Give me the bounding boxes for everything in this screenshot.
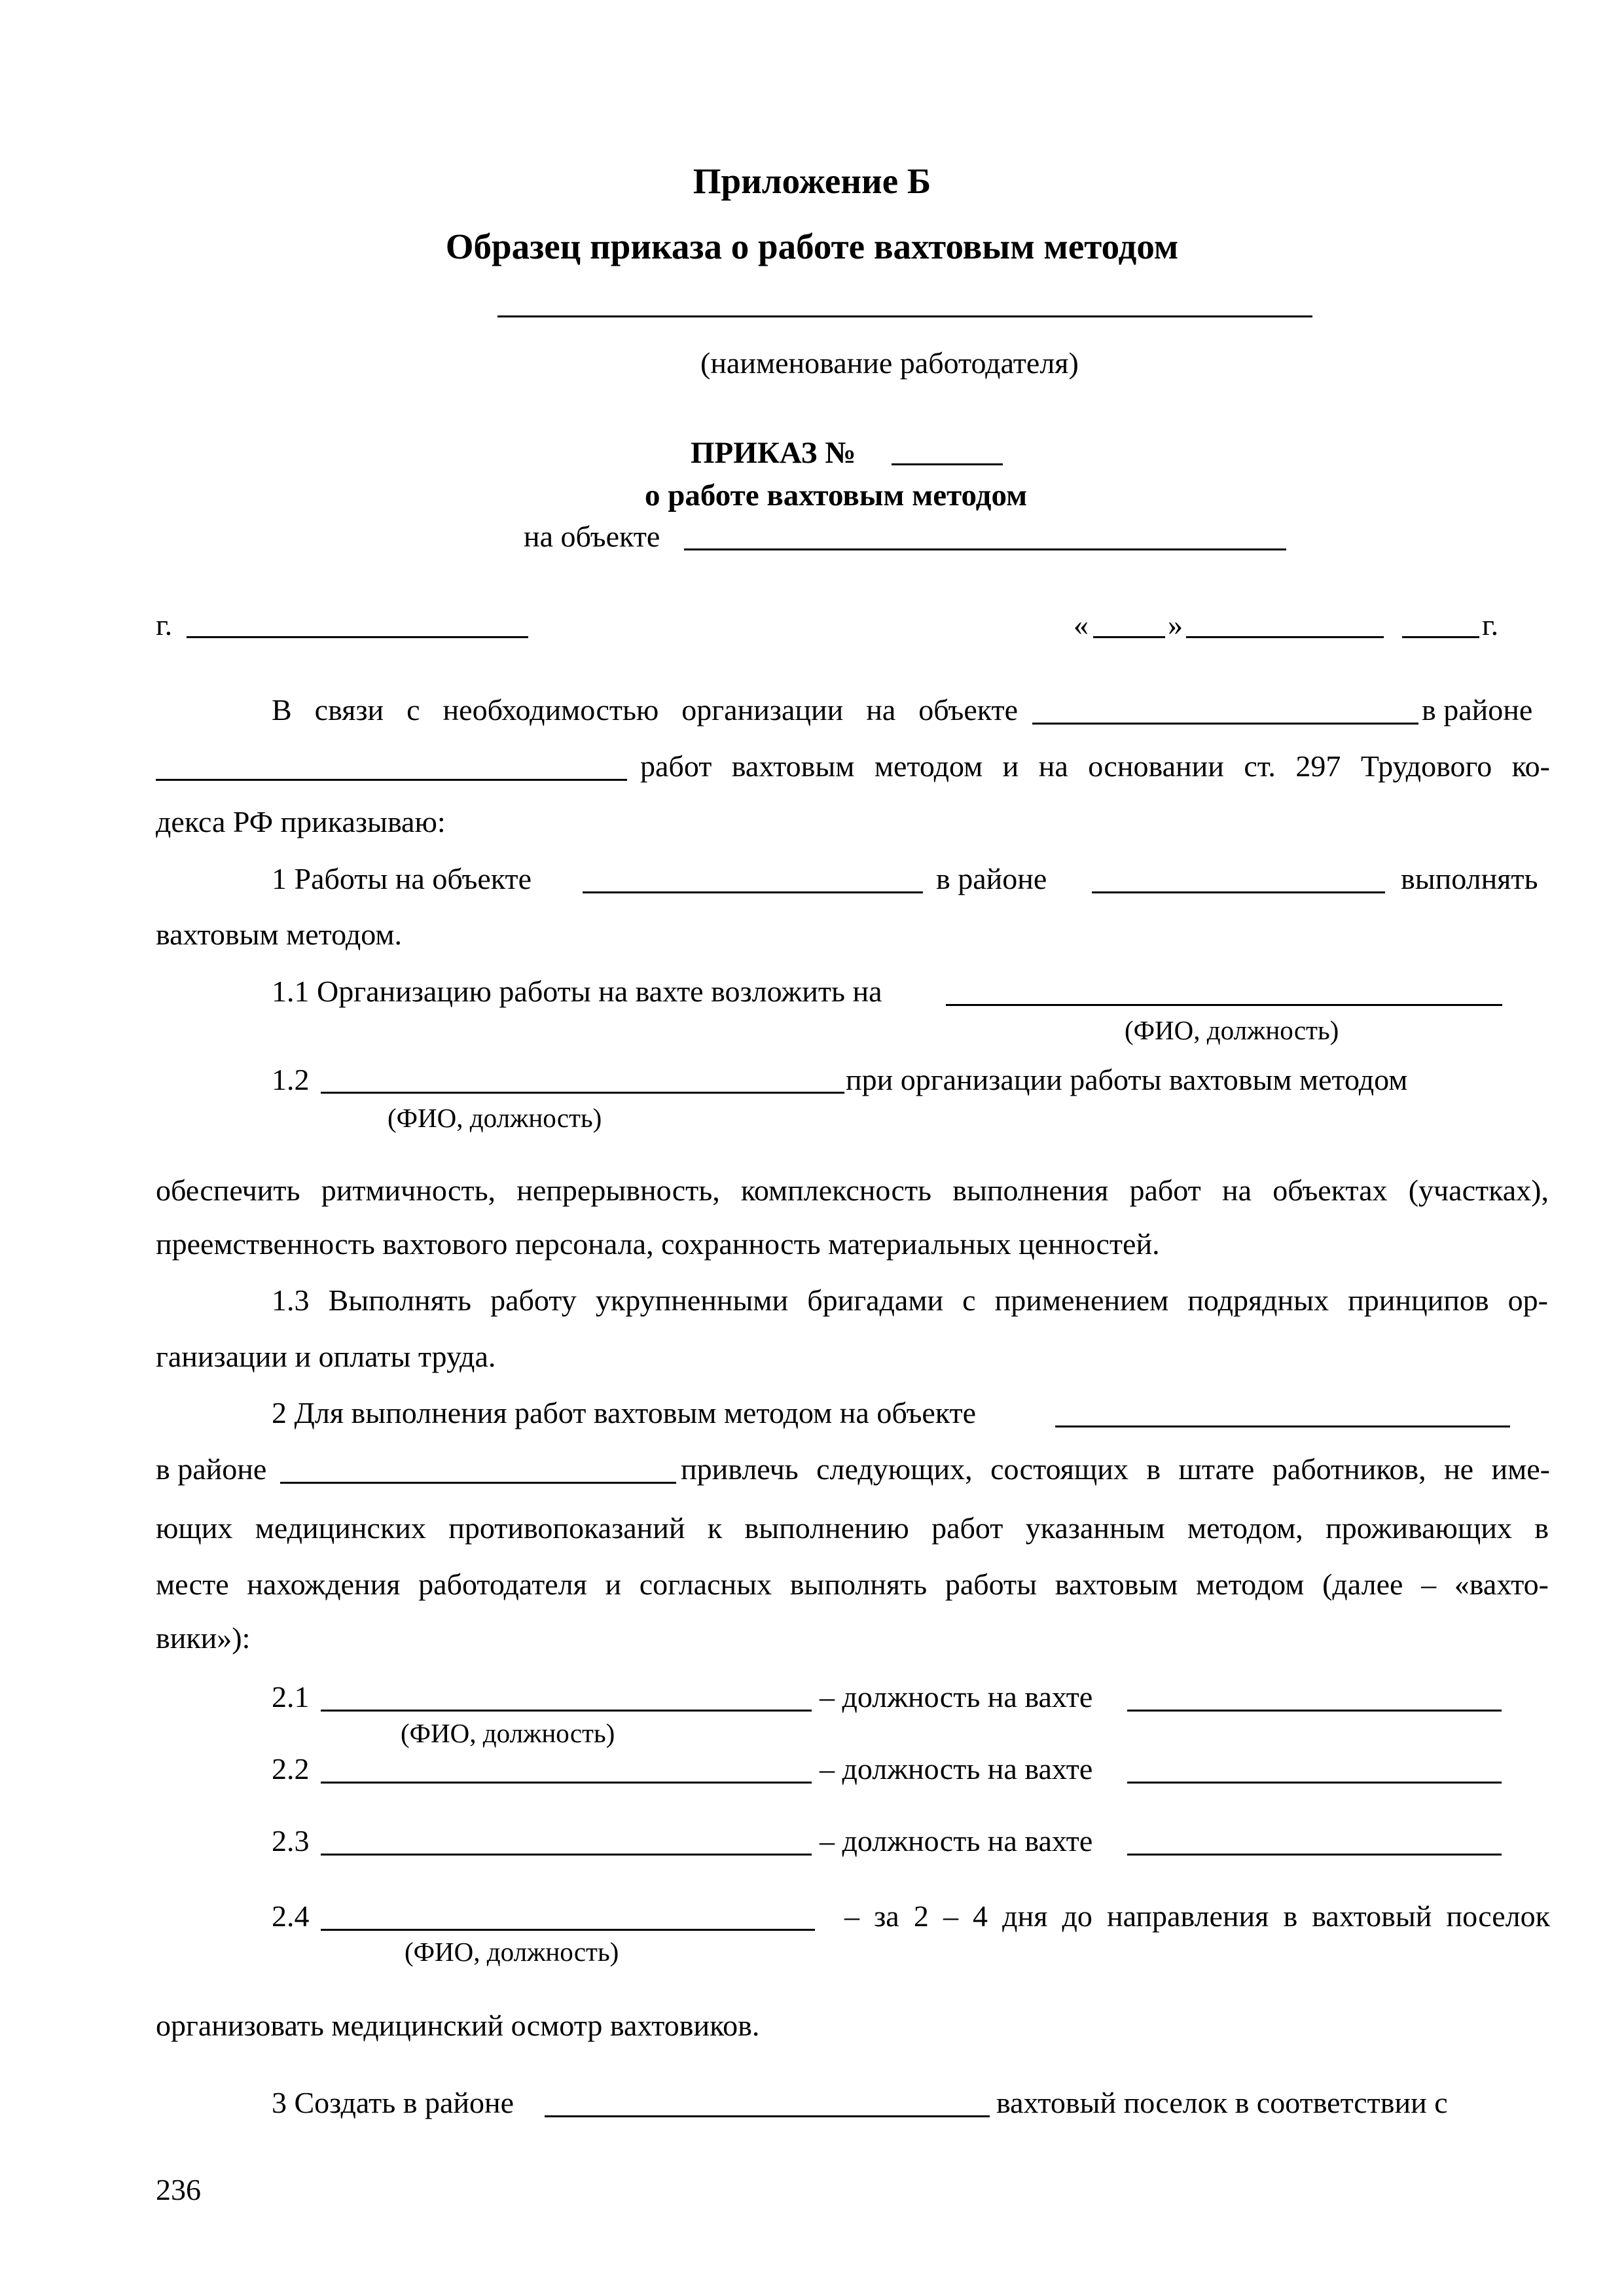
item2-4-fio-line[interactable]: [321, 1929, 815, 1931]
item2-3-position-line[interactable]: [1127, 1854, 1502, 1856]
intro-line3: декса РФ приказываю:: [156, 805, 446, 838]
date-day-line[interactable]: [1093, 636, 1165, 638]
order-number-label: ПРИКАЗ №: [691, 436, 856, 470]
item2-2-position-label: – должность на вахте: [820, 1752, 1093, 1785]
intro-line1-a: В связи с необходимостью организации на объекте: [272, 693, 1018, 726]
item1-2-responsible-line[interactable]: [321, 1092, 844, 1094]
item1-3-line1: 1.3 Выполнять работу укрупненными бригадами с применением подрядных принципов ор-: [272, 1283, 1548, 1317]
item2-4-num: 2.4: [272, 1899, 310, 1933]
item2-line2-a: в районе: [156, 1452, 267, 1486]
item2-3-position-label: – должность на вахте: [820, 1824, 1093, 1857]
intro-line1-b: в районе: [1422, 693, 1533, 726]
item3-district-line[interactable]: [545, 2115, 990, 2117]
item2-2-fio-line[interactable]: [321, 1782, 812, 1784]
item2-line3: ющих медицинских противопоказаний к выполнению работ указанным методом, проживающих в: [156, 1511, 1549, 1545]
item2-2-position-line[interactable]: [1127, 1782, 1502, 1784]
item2-4-line2: организовать медицинский осмотр вахтовиков.: [156, 2009, 760, 2042]
item1-line2: вахтовым методом.: [156, 918, 402, 951]
appendix-title: Приложение Б: [693, 161, 931, 201]
item1-3-line2: ганизации и оплаты труда.: [156, 1340, 496, 1373]
item2-1-fio-caption: (ФИО, должность): [401, 1718, 615, 1748]
item2-3-fio-line[interactable]: [321, 1854, 812, 1856]
intro-district-line[interactable]: [156, 779, 627, 781]
item2-line5: вики»):: [156, 1621, 251, 1655]
item3-a: 3 Создать в районе: [272, 2086, 514, 2119]
item2-1-num: 2.1: [272, 1680, 310, 1713]
item1-2-text: при организации работы вахтовым методом: [846, 1063, 1408, 1096]
item2-line1: 2 Для выполнения работ вахтовым методом на объекте: [272, 1396, 977, 1429]
item2-line2-b: привлечь следующих, состоящих в штате работников, не име-: [681, 1452, 1550, 1486]
item2-4-fio-caption: (ФИО, должность): [405, 1937, 619, 1967]
date-close-quote: »: [1168, 608, 1183, 641]
item2-1-fio-line[interactable]: [321, 1710, 812, 1712]
year-suffix: г.: [1482, 608, 1499, 641]
item2-line4: месте нахождения работодателя и согласных выполнять работы вахтовым методом (далее – «вахто-: [156, 1568, 1549, 1601]
item2-2-num: 2.2: [272, 1752, 310, 1785]
order-number-line[interactable]: [892, 463, 1003, 465]
date-month-line[interactable]: [1186, 636, 1384, 638]
item1-1-responsible-line[interactable]: [946, 1004, 1502, 1006]
order-subject: о работе вахтовым методом: [645, 478, 1028, 512]
item1-a: 1 Работы на объекте: [272, 862, 532, 895]
object-line[interactable]: [684, 548, 1286, 550]
document-subtitle: Образец приказа о работе вахтовым методом: [445, 226, 1179, 266]
item2-1-position-label: – должность на вахте: [820, 1680, 1093, 1713]
item2-3-num: 2.3: [272, 1824, 310, 1857]
item1-c: выполнять: [1401, 862, 1538, 895]
item1-object-line[interactable]: [583, 891, 923, 893]
item1-district-line[interactable]: [1092, 891, 1385, 893]
item1-2-fio-caption: (ФИО, должность): [388, 1103, 602, 1133]
item1-b: в районе: [936, 862, 1047, 895]
item2-district-line[interactable]: [280, 1482, 676, 1484]
employer-caption: (наименование работодателя): [700, 346, 1079, 380]
item1-1-fio-caption: (ФИО, должность): [1125, 1015, 1339, 1045]
item2-1-position-line[interactable]: [1127, 1710, 1502, 1712]
item3-b: вахтовый поселок в соответствии с: [996, 2086, 1448, 2119]
city-line[interactable]: [187, 636, 528, 638]
page-number: 236: [156, 2173, 201, 2206]
intro-object-line[interactable]: [1032, 723, 1418, 725]
item1-1: 1.1 Организацию работы на вахте возложить на: [272, 975, 882, 1008]
city-prefix: г.: [156, 608, 173, 641]
on-object-label: на объекте: [524, 520, 660, 553]
item1-2-line2: обеспечить ритмичность, непрерывность, комплексность выполнения работ на объектах (участках),: [156, 1174, 1549, 1207]
item2-object-line[interactable]: [1055, 1426, 1510, 1427]
intro-line2: работ вахтовым методом и на основании ст. 297 Трудового ко-: [640, 749, 1550, 783]
date-open-quote: «: [1074, 608, 1089, 641]
item2-4-text: – за 2 – 4 дня до направления в вахтовый поселок: [844, 1899, 1550, 1933]
item1-2-num: 1.2: [272, 1063, 310, 1096]
item1-2-line3: преемственность вахтового персонала, сохранность материальных ценностей.: [156, 1227, 1160, 1261]
date-year-line[interactable]: [1402, 636, 1479, 638]
employer-name-line[interactable]: [497, 315, 1312, 317]
